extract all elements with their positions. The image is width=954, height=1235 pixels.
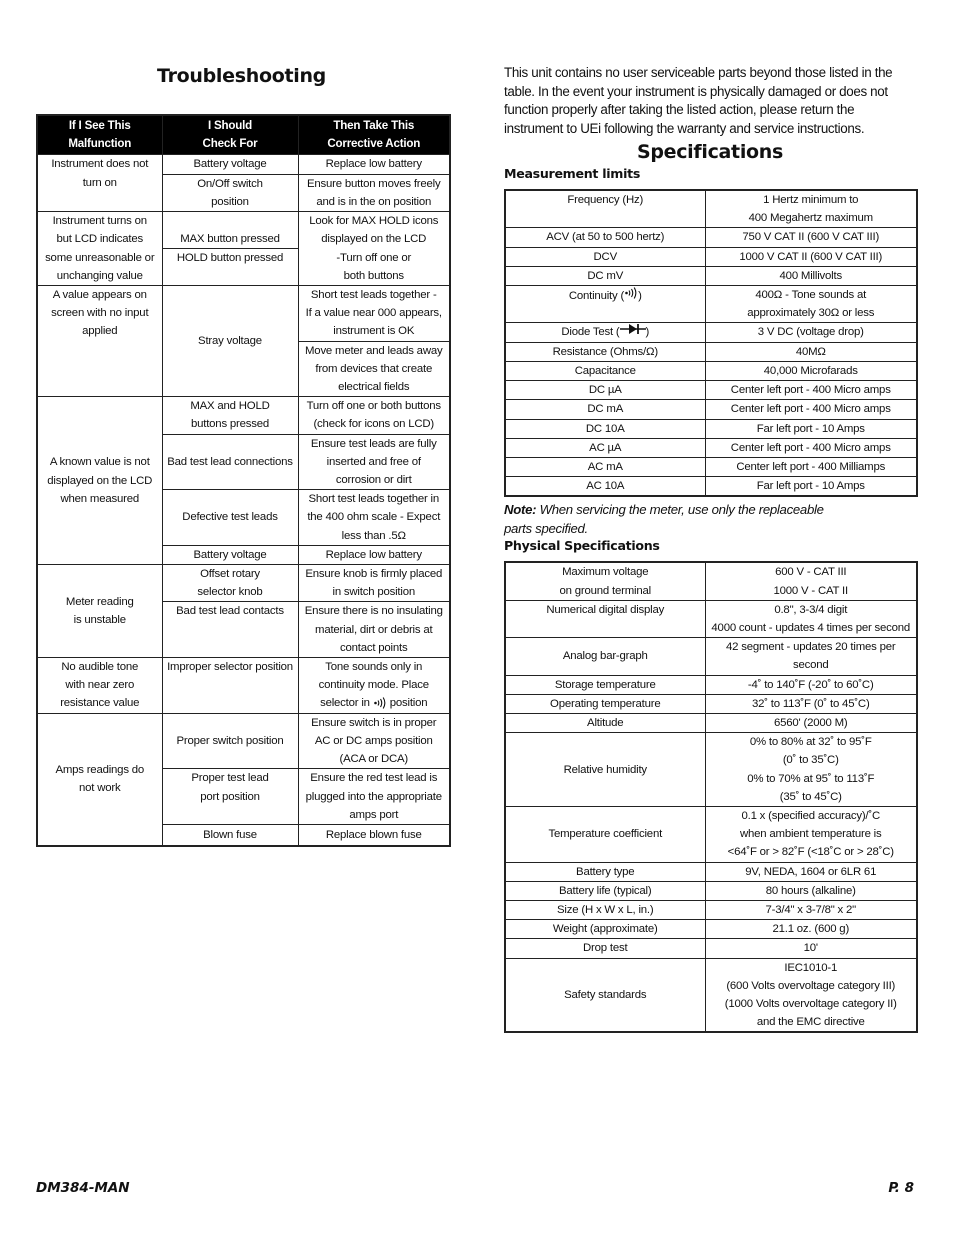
malfunction-cell: Instrument does not turn on <box>37 155 162 212</box>
spec-label: Altitude <box>505 714 705 733</box>
action-cell: Replace low battery <box>298 155 450 174</box>
troubleshooting-table <box>36 114 451 847</box>
spec-label: Weight (approximate) <box>505 920 705 939</box>
spec-value: 9V, NEDA, 1604 or 6LR 61 <box>705 862 917 881</box>
spec-label: Safety standards <box>505 958 705 1032</box>
action-cell: Ensure the red test lead is plugged into the appropriate amps port <box>298 769 450 825</box>
spec-label <box>505 286 705 323</box>
check-cell: Offset rotary selector knob <box>162 565 298 602</box>
action-cell <box>298 658 450 714</box>
page-number: P. 8 <box>888 1180 914 1196</box>
check-cell: Battery voltage <box>162 545 298 564</box>
spec-label-end: ) <box>638 290 642 303</box>
check-cell: Proper test lead port position <box>162 769 298 825</box>
malfunction-cell: Meter reading is unstable <box>37 565 162 658</box>
physical-spec-row <box>505 600 917 637</box>
note-paragraph <box>504 501 844 538</box>
measurement-row <box>505 361 917 380</box>
spec-label: Numerical digital display <box>505 600 705 637</box>
check-cell: Blown fuse <box>162 824 298 846</box>
spec-value: 32˚ to 113˚F (0˚ to 45˚C) <box>705 694 917 713</box>
spec-value: 400 Millivolts <box>705 266 917 285</box>
table-row <box>37 397 450 434</box>
continuity-icon <box>624 286 638 306</box>
physical-spec-row <box>505 562 917 600</box>
note-text: When servicing the meter, use only the replaceable parts specified. <box>504 502 824 536</box>
measurement-row <box>505 477 917 497</box>
measurement-row <box>505 266 917 285</box>
malfunction-cell: A value appears on screen with no input applied <box>37 286 162 397</box>
action-cell: Ensure there is no insulating material, dirt or debris at contact points <box>298 602 450 658</box>
physical-spec-row <box>505 862 917 881</box>
header-malfunction: If I See This Malfunction <box>37 115 162 155</box>
measurement-row <box>505 457 917 476</box>
measurement-row <box>505 247 917 266</box>
spec-label: Maximum voltage on ground terminal <box>505 562 705 600</box>
spec-value: 600 V - CAT III 1000 V - CAT II <box>705 562 917 600</box>
note-label: Note: <box>504 502 537 518</box>
measurement-row <box>505 190 917 228</box>
spec-label: AC µA <box>505 438 705 457</box>
table-row <box>37 155 450 174</box>
table-row <box>37 286 450 342</box>
measurement-row <box>505 342 917 361</box>
check-cell: Battery voltage <box>162 155 298 174</box>
header-corrective-action: Then Take This Corrective Action <box>298 115 450 155</box>
action-cell: Short test leads together in the 400 ohm scale - Expect less than .5Ω <box>298 490 450 546</box>
spec-value: 0% to 80% at 32˚ to 95˚F (0˚ to 35˚C) 0% to 70% at 95˚ to 113˚F (35˚ to 45˚C) <box>705 733 917 807</box>
spec-label: Capacitance <box>505 361 705 380</box>
spec-value: 40MΩ <box>705 342 917 361</box>
check-cell: MAX and HOLD buttons pressed <box>162 397 298 434</box>
spec-label: AC 10A <box>505 477 705 497</box>
malfunction-cell: A known value is not displayed on the LCD when measured <box>37 397 162 565</box>
action-cell: Move meter and leads away from devices that create electrical fields <box>298 341 450 397</box>
check-cell: Defective test leads <box>162 490 298 546</box>
spec-value: 42 segment - updates 20 times per second <box>705 638 917 675</box>
physical-spec-row <box>505 958 917 1032</box>
spec-label: ACV (at 50 to 500 hertz) <box>505 228 705 247</box>
action-cell: Replace blown fuse <box>298 824 450 846</box>
measurement-row <box>505 323 917 342</box>
check-cell: On/Off switch position <box>162 174 298 211</box>
spec-value: Center left port - 400 Micro amps <box>705 400 917 419</box>
spec-value: Far left port - 10 Amps <box>705 419 917 438</box>
physical-spec-row <box>505 694 917 713</box>
spec-label <box>505 323 705 342</box>
spec-value: 10' <box>705 939 917 958</box>
spec-label: Relative humidity <box>505 733 705 807</box>
action-cell: Ensure knob is firmly placed in switch position <box>298 565 450 602</box>
measurement-limits-heading: Measurement limits <box>504 166 641 181</box>
table-row <box>37 212 450 249</box>
document-code: DM384-MAN <box>36 1180 130 1196</box>
diode-icon <box>620 323 646 341</box>
specifications-column <box>504 64 916 1033</box>
spec-value: -4˚ to 140˚F (-20˚ to 60˚C) <box>705 675 917 694</box>
action-text: Tone sounds only in continuity mode. Place selector in <box>318 661 429 710</box>
measurement-row <box>505 228 917 247</box>
action-cell: Ensure button moves freely and is in the on position <box>298 174 450 211</box>
spec-value: 7-3/4" x 3-7/8" x 2" <box>705 901 917 920</box>
check-cell: Bad test lead contacts <box>162 602 298 658</box>
table-row <box>37 658 450 714</box>
check-cell: Proper switch position <box>162 713 298 769</box>
header-check-for: I Should Check For <box>162 115 298 155</box>
spec-value: 400Ω - Tone sounds at approximately 30Ω or less <box>705 286 917 323</box>
intro-paragraph: This unit contains no user serviceable parts beyond those listed in the table. In the event your instrument is physically damaged or does not function properly after taking the listed action, please return the instrument to UEi following the warranty and service instructions. <box>504 65 893 136</box>
spec-value: 3 V DC (voltage drop) <box>705 323 917 342</box>
action-text-end: position <box>386 697 428 710</box>
spec-label: Battery life (typical) <box>505 881 705 900</box>
troubleshooting-section <box>36 60 449 847</box>
spec-label: Storage temperature <box>505 675 705 694</box>
check-cell: MAX button pressed <box>162 212 298 249</box>
spec-label: Battery type <box>505 862 705 881</box>
spec-value: IEC1010-1 (600 Volts overvoltage category III) (1000 Volts overvoltage category II) and the EMC directive <box>705 958 917 1032</box>
spec-label: DCV <box>505 247 705 266</box>
physical-spec-row <box>505 675 917 694</box>
spec-label-text: Continuity ( <box>568 290 625 303</box>
spec-label-end: ) <box>645 326 650 339</box>
malfunction-cell: Instrument turns on but LCD indicates some unreasonable or unchanging value <box>37 212 162 286</box>
spec-value: Far left port - 10 Amps <box>705 477 917 497</box>
check-cell: HOLD button pressed <box>162 249 298 286</box>
physical-specifications-heading: Physical Specifications <box>504 538 660 554</box>
measurement-row <box>505 381 917 400</box>
measurement-row <box>505 438 917 457</box>
action-cell: Turn off one or both buttons (check for icons on LCD) <box>298 397 450 434</box>
spec-value: 80 hours (alkaline) <box>705 881 917 900</box>
spec-label: DC mV <box>505 266 705 285</box>
spec-label: Resistance (Ohms/Ω) <box>505 342 705 361</box>
spec-value: 0.8", 3-3/4 digit 4000 count - updates 4 times per second <box>705 600 917 637</box>
continuity-icon <box>373 696 387 710</box>
table-row <box>37 713 450 769</box>
check-cell: Improper selector position <box>162 658 298 714</box>
specifications-title: Specifications <box>636 141 784 163</box>
spec-label: Frequency (Hz) <box>505 190 705 228</box>
check-cell: Bad test lead connections <box>162 434 298 490</box>
measurement-limits-table <box>504 189 918 497</box>
troubleshooting-title: Troubleshooting <box>157 65 326 87</box>
physical-specifications-table <box>504 561 918 1033</box>
spec-value: 21.1 oz. (600 g) <box>705 920 917 939</box>
spec-label: DC mA <box>505 400 705 419</box>
physical-spec-row <box>505 920 917 939</box>
spec-label: Drop test <box>505 939 705 958</box>
spec-label-text: Diode Test ( <box>561 326 620 339</box>
spec-value: 750 V CAT II (600 V CAT III) <box>705 228 917 247</box>
measurement-row <box>505 419 917 438</box>
table-row <box>37 565 450 602</box>
spec-value: Center left port - 400 Milliamps <box>705 457 917 476</box>
malfunction-cell: Amps readings do not work <box>37 713 162 846</box>
table-header-row <box>37 115 450 155</box>
spec-value: 6560' (2000 M) <box>705 714 917 733</box>
action-cell: Ensure test leads are fully inserted and free of corrosion or dirt <box>298 434 450 490</box>
spec-label: Operating temperature <box>505 694 705 713</box>
physical-spec-row <box>505 881 917 900</box>
action-cell: Look for MAX HOLD icons displayed on the LCD -Turn off one or both buttons <box>298 212 450 286</box>
physical-spec-row <box>505 733 917 807</box>
physical-spec-row <box>505 901 917 920</box>
spec-value: 0.1 x (specified accuracy)/˚C when ambient temperature is <64˚F or > 82˚F (<18˚C or > 28˚C) <box>705 807 917 863</box>
measurement-row <box>505 286 917 323</box>
physical-spec-row <box>505 638 917 675</box>
spec-label: Size (H x W x L, in.) <box>505 901 705 920</box>
action-cell: Ensure switch is in proper AC or DC amps position (ACA or DCA) <box>298 713 450 769</box>
physical-spec-row <box>505 939 917 958</box>
physical-spec-row <box>505 714 917 733</box>
spec-label: DC µA <box>505 381 705 400</box>
action-cell: Short test leads together - If a value near 000 appears, instrument is OK <box>298 286 450 342</box>
spec-value: 1 Hertz minimum to 400 Megahertz maximum <box>705 190 917 228</box>
spec-label: AC mA <box>505 457 705 476</box>
spec-value: Center left port - 400 Micro amps <box>705 438 917 457</box>
spec-label: DC 10A <box>505 419 705 438</box>
spec-label: Temperature coefficient <box>505 807 705 863</box>
physical-spec-row <box>505 807 917 863</box>
spec-value: 1000 V CAT II (600 V CAT III) <box>705 247 917 266</box>
check-cell: Stray voltage <box>162 286 298 397</box>
measurement-row <box>505 400 917 419</box>
action-cell: Replace low battery <box>298 545 450 564</box>
spec-label: Analog bar-graph <box>505 638 705 675</box>
spec-value: 40,000 Microfarads <box>705 361 917 380</box>
spec-value: Center left port - 400 Micro amps <box>705 381 917 400</box>
malfunction-cell: No audible tone with near zero resistance value <box>37 658 162 714</box>
